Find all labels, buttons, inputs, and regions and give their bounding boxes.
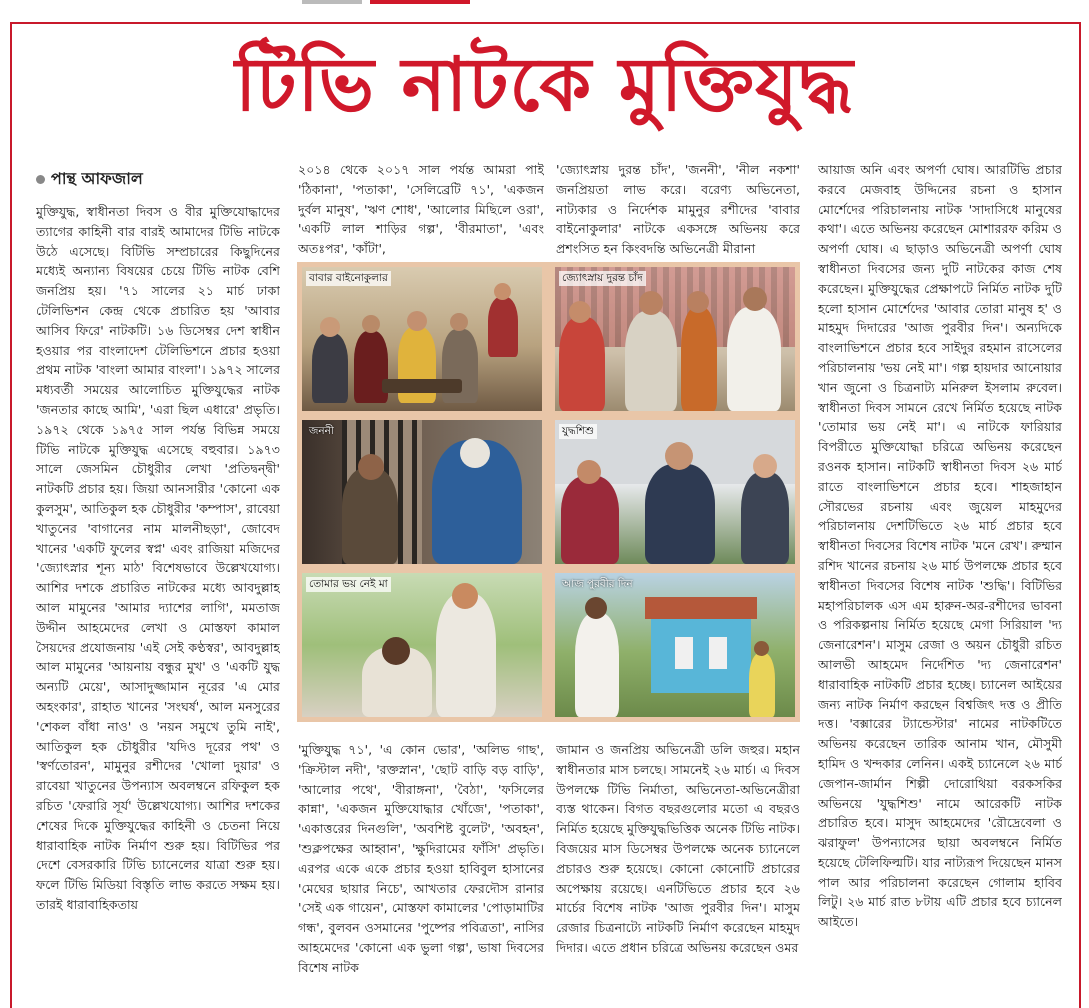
photo-jononi	[302, 420, 542, 564]
byline	[36, 166, 143, 193]
photo-juddhoshishu	[555, 420, 795, 564]
photo-jotsnay-duranto-chand	[555, 267, 795, 411]
photo-caption: আজ পুরবীর দিন	[562, 578, 633, 590]
photo-caption: জ্যোৎস্নায় দুরন্ত চাঁদ	[559, 271, 646, 286]
article-column-2-bottom: 'মুক্তিযুদ্ধ ৭১', 'এ কোন ভোর', 'অলিভ গাছ', 'ক্রিস্টাল নদী', 'রক্তস্নান', 'ছোট বাড়ি বড় বাড়ি', 'আলোর পথে', 'বীরাঙ্গনা', 'বৈঠা', 'ফসিলের কান্না', 'একজন মুক্তিযোদ্ধার খোঁজে', 'পতাকা', 'একাত্তরের দিনগুলি', 'অবশিষ্ট বুলেট', 'অবহন', 'শুক্লপক্ষের আহ্বান', 'ক্ষুদিরামের ফাঁসি' প্রভৃতি। এরপর একে একে প্রচার হওয়া হাবিবুল হাসানের 'মেঘের ছায়ার নিচে', আখতার ফেরদৌস রানার 'সেই এক গায়েন', মোস্তফা কামালের 'পোড়ামাটির গন্ধ', বুলবন ওসমানের 'পুষ্পের পবিত্রতা', নাসির আহমেদের 'কোনো এক ভুলা গল্প', ভাষা দিবসের বিশেষ নাটক	[298, 742, 544, 975]
photo-tomar-bhoy-nei-ma	[302, 573, 542, 717]
photo-aaj-purobir-din	[555, 573, 795, 717]
photo-babar-binocular	[302, 267, 542, 411]
photo-caption: জননী	[309, 425, 334, 437]
photo-caption: বাবার বাইনোকুলার	[306, 271, 391, 286]
headline: টিভি নাটকে মুক্তিযুদ্ধ	[235, 42, 854, 128]
top-strip-gray	[302, 0, 362, 4]
article-column-3-bottom: জামান ও জনপ্রিয় অভিনেত্রী ডলি জহুর। মহান স্বাধীনতার মাস চলছে। সামনেই ২৬ মার্চ। এ দিবস উপলক্ষে টিভি নির্মাতা, অভিনেতা-অভিনেত্রীরা ব্যস্ত থাকেন। বিগত বছরগুলোর মতো এ বছরও নির্মিত হয়েছে মুক্তিযুদ্ধভিত্তিক অনেক টিভি নাটক। বিজয়ের মাস ডিসেম্বর উপলক্ষে অনেক চ্যানেলে প্রচারও শুরু হয়েছে। কোনো কোনোটি প্রচারের অপেক্ষায় রয়েছে। এনটিভিতে প্রচার হবে ২৬ মার্চের বিশেষ নাটক 'আজ পুরবীর দিন'। মাসুম রেজার চিত্রনাট্যে নাটকটি নির্মাণ করেছেন মাহমুদ দিদার। এতে প্রধান চরিত্রে অভিনয় করেছেন ওমর	[556, 742, 800, 955]
top-color-strip	[0, 0, 1089, 6]
photo-caption: তোমার ভয় নেই মা	[306, 577, 391, 592]
article-column-3-top: 'জ্যোৎস্নায় দুরন্ত চাঁদ', 'জননী', 'নীল নকশা' জনপ্রিয়তা লাভ করে। বরেণ্য অভিনেতা, নাট্যকার ও নির্দেশক মামুনুর রশীদের 'বাবার বাইনোকুলার' নাটকে একসঙ্গে অভিনয় করে প্রশংসিত হন কিংবদন্তি অভিনেত্রী মীরানা	[556, 162, 800, 257]
bullet-icon	[36, 175, 45, 184]
article-column-1: মুক্তিযুদ্ধ, স্বাধীনতা দিবস ও বীর মুক্তিযোদ্ধাদের ত্যাগের কাহিনী বার বারই আমাদের টিভি নাটকে উঠে এসেছে। বিটিভি সম্প্রচারের কিছুদিনের মধ্যেই অন্যান্য বিষয়ের চেয়ে টিভি নাটক বেশি জনপ্রিয় হয়। '৭১ সালের ২১ মার্চ ঢাকা টেলিভিশন কেন্দ্র থেকে প্রচারিত হয় 'আবার আসিব ফিরে' নাটকটি। ১৬ ডিসেম্বর দেশ স্বাধীন হওয়ার পর বাংলাদেশ টেলিভিশনে প্রচার হওয়া প্রথম নাটক 'বাংলা আমার বাংলা'। ১৯৭২ সালের মধ্যবর্তী সময়ের আলোচিত মুক্তিযুদ্ধের নাটক 'জনতার কাছে আমি', 'এরা ছিল এধারে' প্রভৃতি। ১৯৭২ থেকে ১৯৭৫ সাল পর্যন্ত বিভিন্ন সময়ে টিভি নাটকে মুক্তিযুদ্ধ এসেছে বহুবার। ১৯৭৩ সালে জেসমিন চৌধুরীর লেখা 'প্রতিদ্বন্দ্বী' নাটকটি প্রচার হয়। জিয়া আনসারীর 'কোনো এক কুলসুম', আতিকুল হক চৌধুরীর 'কম্পাস', রাবেয়া খাতুনের 'বাগানের নাম মালনীছড়া', জোবেদ খানের 'একটি ফুলের স্বপ্ন' এবং রাজিয়া মজিদের 'জ্যোৎস্নার শূন্য মাঠ' বিশেষভাবে উল্লেখযোগ্য। আশির দশকে প্রচারিত নাটকের মধ্যে আবদুল্লাহ আল মামুনের 'আমার দ্যাশের লাগি', মমতাজ উদ্দীন আহমেদের লেখা ও মোস্তফা কামাল সৈয়দের প্রযোজনায় 'এই সেই কণ্ঠস্বর', আবদুল্লাহ আল মামুনের 'আয়নায় বন্ধুর মুখ' ও 'একটি যুদ্ধ অন্যটি মেয়ে', আসাদুজ্জামান নূরের 'এ মোর অহংকার', রাহাত খানের 'সংঘর্ষ', আল মনসুরের 'শেকল বাঁধা নাও' ও 'নয়ন সমুখে তুমি নাই', আতিকুল হক চৌধুরীর 'যদিও দূরের পথ' ও 'স্বর্ণতোরন', মামুনুর রশীদের 'খোলা দুয়ার' ও রাবেয়া খাতুনের উপন্যাস অবলম্বনে রফিকুল হক রচিত 'ফেরারি সূর্য' উল্লেখযোগ্য। আশির দশকের শেষের দিকে মুক্তিযুদ্ধের কাহিনী ও চেতনা নিয়ে ধারাবাহিক নাটক নির্মাণ শুরু হয়। বিটিভির পর দেশে বেসরকারি টিভি চ্যানেলের যাত্রা শুরু হয়। ফলে টিভি মিডিয়া বিস্তৃতি লাভ করতে সক্ষম হয়। তারই ধারাবাহিকতায়	[36, 204, 280, 912]
top-strip-red	[370, 0, 470, 4]
author-name: পান্থ আফজাল	[51, 169, 143, 188]
article-column-4: আয়াজ অনি এবং অপর্ণা ঘোষ। আরটিভি প্রচার করবে মেজবাহ উদ্দিনের রচনা ও হাসান মোর্শেদের পরিচালনায় নাটক 'সাদাসিধে মানুষের কথা'। এতে অভিনয় করেছেন মোশাররফ করিম ও অপর্ণা ঘোষ। এ ছাড়াও অভিনেত্রী অপর্ণা ঘোষ স্বাধীনতা দিবসের জন্য দুটি নাটকের কাজ শেষ করেছেন। মুক্তিযুদ্ধের প্রেক্ষাপটে নির্মিত নাটক দুটি হলো হাসান মোর্শেদের 'আবার তোরা মানুষ হ' ও মাহমুদ দিদারের 'আজ পুরবীর দিন'। অন্যদিকে বাংলাভিশনে প্রচার হবে সাইদুর রহমান রাসেলের পরিচালনায় 'ভয় নেই মা'। গল্প হায়দার আনোয়ার খান জুনো ও চিত্রনাট্য মনিরুল ইসলাম রুবেল। স্বাধীনতা দিবস সামনে রেখে নির্মিত হয়েছে নাটক 'তোমার ভয় নেই মা'। এ নাটকে ফারিয়ার বিপরীতে মুক্তিযোদ্ধা চরিত্রে অভিনয় করেছেন রওনক হাসান। নাটকটি স্বাধীনতা দিবস ২৬ মার্চ রাতে বাংলাভিশনে প্রচার হবে। শাহজাহান সৌরভের রচনায় এবং জুয়েল মাহমুদের পরিচালনায় দেশটিভিতে ২৬ মার্চ প্রচার হবে স্বাধীনতা দিবসের বিশেষ নাটক 'মনে রেখ'। রুম্মান রশিদ খানের রচনায় ২৬ মার্চ উপলক্ষে প্রচার হবে স্বাধীনতা দিবসের বিশেষ নাটক 'শুদ্ধি'। বিটিভির মহাপরিচালক এস এম হারুন-অর-রশীদের ভাবনা ও পরিকল্পনায় নির্মিত হয়েছে মেগা সিরিয়াল 'দ্য জেনারেশন'। মাসুম রেজা ও অয়ন চৌধুরী রচিত আলভী আহমেদ নির্দেশিত 'দ্য জেনারেশন' ধারাবাহিক নাটকটি প্রচার হচ্ছে। চ্যানেল আইয়ের জন্য নাটক নির্মাণ করছেন বিশ্বজিৎ দত্ত ও প্রীতি দত্ত। 'বক্সারের ট্যান্ডেস্টার' নামের নাটকটিতে অভিনয় করেছেন তারিক আনাম খান, মৌসুমী হামিদ ও খন্দকার লেনিন। একই চ্যানেলে ২৬ মার্চ জেপান-জার্মান শিল্পী দোরোথিয়া বরকসকির অভিনয়ে 'যুদ্ধশিশু' নামে আরেকটি নাটক প্রচারিত হবে। মাসুদ আহমেদের 'রৌদ্রেবেলা ও ঝরাফুল' উপন্যাসের ছায়া অবলম্বনে নির্মিত হয়েছে টেলিফিল্মটি। যার নাট্যরূপ দিয়েছেন মানস পাল আর পরিচালনা করেছেন গোলাম হাবিব লিটু। ২৬ মার্চ রাত ৮টায় এটি প্রচার হবে চ্যানেল আইতে।	[818, 162, 1062, 930]
photo-caption: যুদ্ধশিশু	[559, 424, 597, 439]
photo-collage	[297, 262, 800, 722]
article-column-2-top: ২০১৪ থেকে ২০১৭ সাল পর্যন্ত আমরা পাই 'ঠিকানা', 'পতাকা', 'সেলিব্রেটি ৭১', 'একজন দুর্বল মানুষ', 'ঋণ শোধ', 'আলোর মিছিলে ওরা', 'একটি লাল শাড়ির গল্প', 'বীরমাতা', 'এবং অতঃপর', 'কাঁটা',	[298, 162, 544, 257]
